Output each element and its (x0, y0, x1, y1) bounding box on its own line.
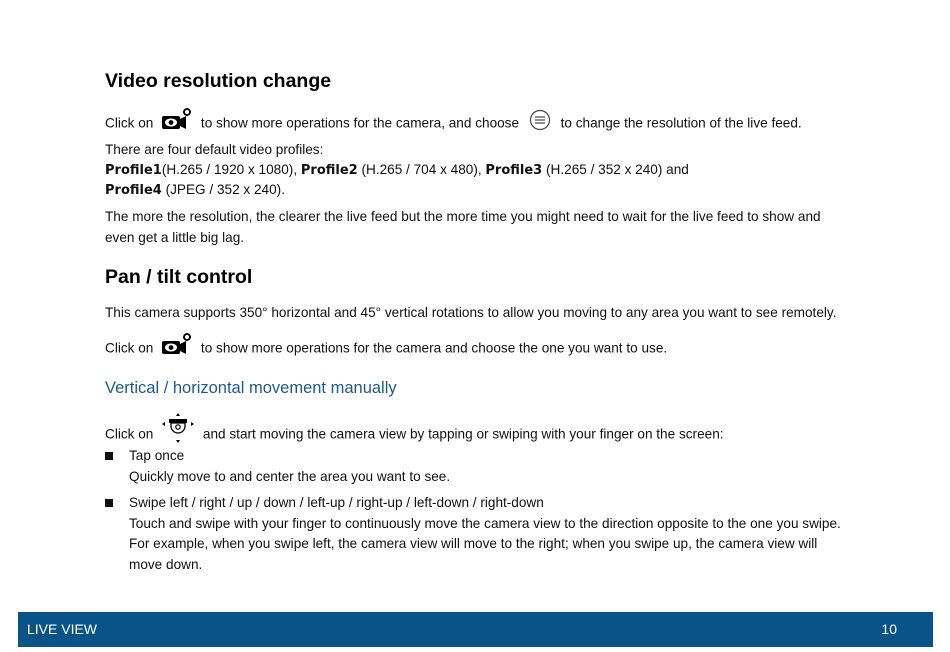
bullet-square (105, 452, 113, 460)
bullet-line: move down. (129, 557, 203, 572)
profile2-name: Profile2 (300, 163, 358, 178)
instruction-line-ptz: Click on and start moving the camera view by tapping or swiping with your finger on the screen: (105, 420, 724, 450)
instruction-line-resolution: Click on to show more operations for the camera, and choose to change the resolution of the live feed. (105, 113, 802, 135)
profiles-line-2 (105, 180, 285, 201)
profile2-spec: (H.265 / 704 x 480), (357, 162, 486, 177)
bullet-title: Swipe left / right / up / down / left-up / right-up / left-down / right-down (129, 495, 544, 510)
profile1-spec: (H.265 / 1920 x 1080), (161, 162, 301, 177)
instruction-line-pan-tilt: Click on to show more operations for the camera and choose the one you want to use. (105, 338, 667, 360)
profile3-spec: (H.265 / 352 x 240) and (542, 162, 689, 177)
profile3-name: Profile3 (485, 163, 543, 178)
resolution-paragraph-line-1: The more the resolution, the clearer the live feed but the more time you might need to wait for the live feed to show and (105, 209, 821, 224)
profiles-line-1 (105, 160, 689, 181)
bullet-line: Quickly move to and center the area you want to see. (129, 469, 451, 484)
profile1-name: Profile1 (105, 163, 162, 178)
subsection-title-manual-movement: Vertical / horizontal movement manually (105, 379, 397, 397)
resolution-paragraph-line-2: even get a little big lag. (105, 230, 245, 245)
section-title-pan-tilt: Pan / tilt control (105, 266, 253, 288)
camera-settings-icon (161, 333, 193, 355)
bullet-line: Touch and swipe with your finger to continuously move the camera view to the direction opposite to the one you swipe. (129, 516, 841, 531)
page-number: 10 (881, 621, 897, 637)
resolution-menu-icon (529, 109, 551, 131)
profile4-name: Profile4 (105, 183, 162, 198)
profile4-spec: (JPEG / 352 x 240). (161, 182, 285, 197)
camera-settings-icon (161, 108, 193, 130)
footer-section-label: LIVE VIEW (27, 621, 98, 637)
profiles-intro: There are four default video profiles: (105, 142, 324, 157)
bullet-title: Tap once (129, 448, 185, 463)
ptz-dome-icon (161, 412, 195, 442)
bullet-square (105, 499, 113, 507)
pan-tilt-support-text: This camera supports 350° horizontal and 45° vertical rotations to allow you moving to any area you want to see remotely. (105, 305, 837, 320)
bullet-line: For example, when you swipe left, the camera view will move to the right; when you swipe up, the camera view will (129, 536, 818, 551)
section-title-video-resolution: Video resolution change (105, 70, 332, 92)
page-footer (18, 612, 933, 647)
